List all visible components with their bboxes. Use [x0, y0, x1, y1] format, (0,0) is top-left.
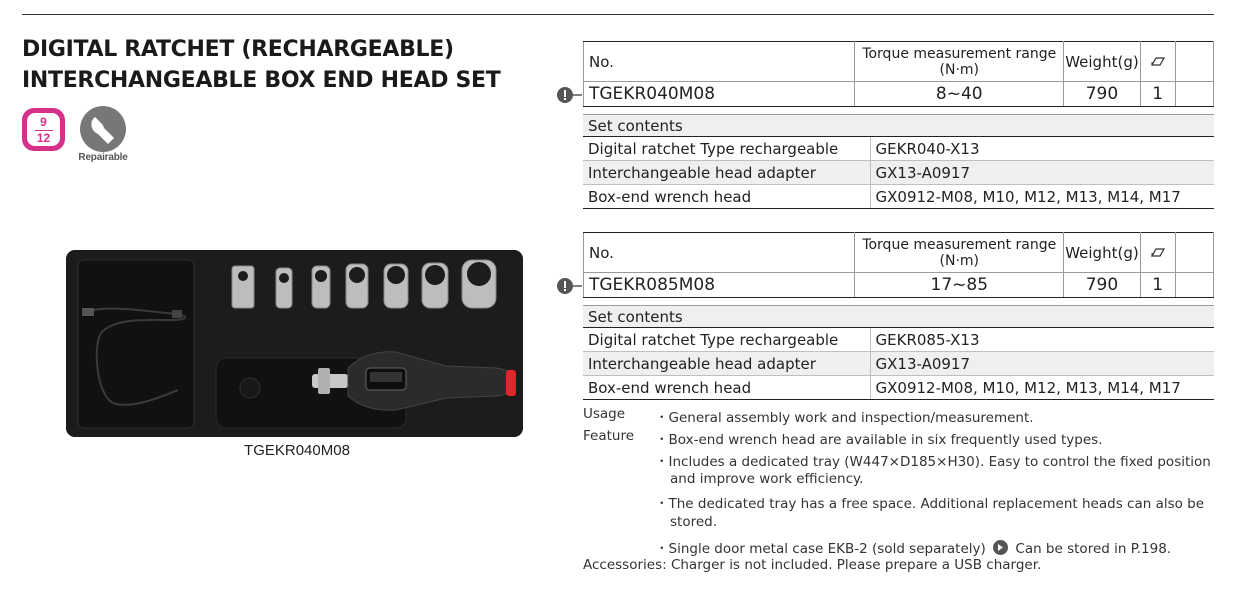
image-caption: TGEKR040M08 [244, 442, 350, 459]
feature-line: ・Includes a dedicated tray (W447×D185×H30). Easy to control the fixed position [655, 454, 1211, 470]
feature-label: Feature [583, 428, 635, 444]
content-part: GX0912-M08, M10, M12, M13, M14, M17 [870, 185, 1214, 209]
product-no: TGEKR085M08 [584, 273, 855, 298]
spec-table-1 [583, 41, 1214, 107]
pieces-icon [1151, 246, 1165, 258]
repairable-badge [80, 106, 126, 152]
pieces-icon [1151, 55, 1165, 67]
set-contents-label: Set contents [583, 306, 1214, 328]
header-torque-line2: (N·m) [939, 252, 980, 269]
feature-line: stored. [670, 514, 718, 530]
feature-line-case [655, 537, 1171, 557]
content-part: GX0912-M08, M10, M12, M13, M14, M17 [870, 376, 1214, 400]
product-pieces: 1 [1140, 82, 1175, 107]
usage-text: ・General assembly work and inspection/measurement. [655, 410, 1034, 426]
header-pieces [1140, 42, 1175, 82]
content-item: Interchangeable head adapter [583, 352, 870, 376]
content-part: GX13-A0917 [870, 161, 1214, 185]
feature-line: and improve work efficiency. [670, 471, 864, 487]
header-torque [855, 42, 1064, 82]
product-tray-image [66, 250, 523, 437]
product-no: TGEKR040M08 [584, 82, 855, 107]
content-part: GX13-A0917 [870, 352, 1214, 376]
product-weight: 790 [1064, 273, 1140, 298]
header-weight: Weight(g) [1064, 42, 1140, 82]
size-badge-bottom: 12 [36, 131, 51, 145]
header-torque-line2: (N·m) [939, 61, 980, 78]
warning-icon [556, 277, 582, 295]
title-line-1: DIGITAL RATCHET (RECHARGEABLE) [22, 37, 454, 62]
warning-icon [556, 86, 582, 104]
product-pieces: 1 [1140, 273, 1175, 298]
top-rule [22, 14, 1214, 15]
product-weight: 790 [1064, 82, 1140, 107]
content-item: Box-end wrench head [583, 185, 870, 209]
accessories-text: Accessories: Charger is not included. Please prepare a USB charger. [583, 557, 1042, 573]
content-item: Box-end wrench head [583, 376, 870, 400]
arrow-right-circle-icon [993, 540, 1008, 555]
usage-label: Usage [583, 406, 626, 422]
feature-case-text: ・Single door metal case EKB-2 (sold separately) [655, 541, 986, 557]
set-contents-table-1 [583, 114, 1214, 209]
content-item: Digital ratchet Type rechargeable [583, 137, 870, 161]
content-part: GEKR040-X13 [870, 137, 1214, 161]
header-torque [855, 233, 1064, 273]
size-badge-top: 9 [40, 115, 47, 129]
set-contents-table-2 [583, 305, 1214, 400]
product-torque: 8~40 [855, 82, 1064, 107]
wrench-icon [86, 112, 120, 146]
header-torque-line1: Torque measurement range [862, 236, 1057, 253]
header-pieces [1140, 233, 1175, 273]
title-line-2: INTERCHANGEABLE BOX END HEAD SET [22, 68, 501, 93]
feature-line: ・Box-end wrench head are available in six frequently used types. [655, 432, 1103, 448]
page-title [22, 34, 501, 96]
header-torque-line1: Torque measurement range [862, 45, 1057, 62]
feature-page-ref: Can be stored in P.198. [1015, 541, 1172, 557]
spec-table-2 [583, 232, 1214, 298]
size-range-badge [22, 108, 65, 151]
feature-line: ・The dedicated tray has a free space. Additional replacement heads can also be [655, 496, 1205, 512]
header-no: No. [584, 42, 855, 82]
content-item: Interchangeable head adapter [583, 161, 870, 185]
set-contents-label: Set contents [583, 115, 1214, 137]
product-torque: 17~85 [855, 273, 1064, 298]
header-weight: Weight(g) [1064, 233, 1140, 273]
repairable-label: Repairable [78, 152, 128, 163]
content-part: GEKR085-X13 [870, 328, 1214, 352]
content-item: Digital ratchet Type rechargeable [583, 328, 870, 352]
header-no: No. [584, 233, 855, 273]
